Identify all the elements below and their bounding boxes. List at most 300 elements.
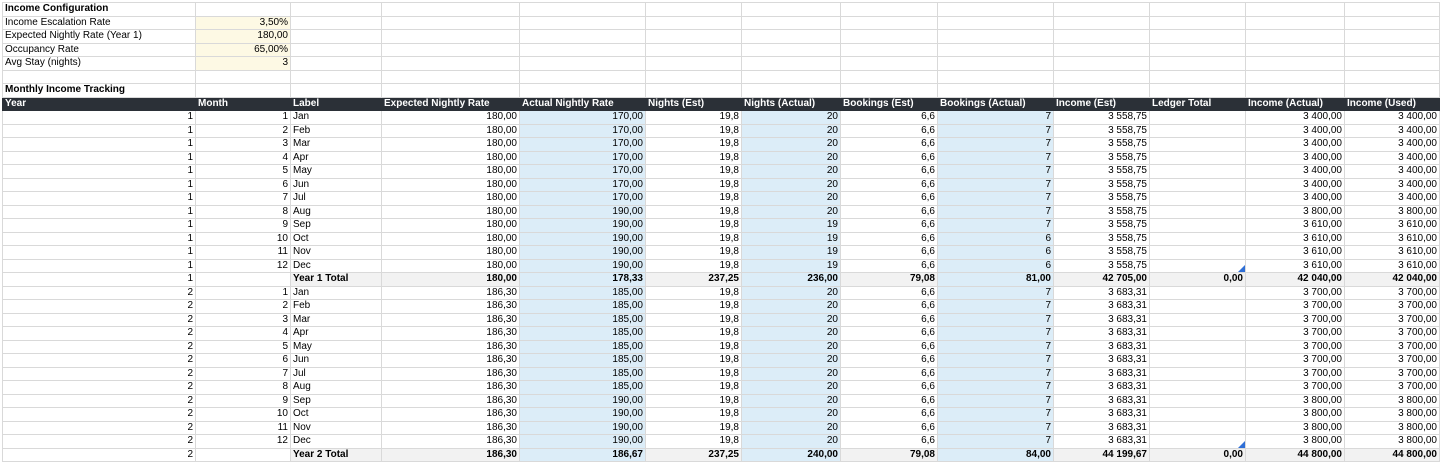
cell-month[interactable]: 4: [196, 327, 291, 341]
column-header[interactable]: Income (Actual): [1246, 97, 1345, 111]
cell-year[interactable]: 1: [3, 165, 196, 179]
cell-label[interactable]: Mar: [291, 138, 382, 152]
cell-book-est[interactable]: 6,6: [841, 367, 938, 381]
cell-inc-act[interactable]: 3 400,00: [1246, 151, 1345, 165]
cell-exp-rate[interactable]: 186,30: [382, 435, 520, 449]
cell-book-est[interactable]: 6,6: [841, 124, 938, 138]
empty-cell[interactable]: [841, 70, 938, 84]
empty-cell[interactable]: [291, 57, 382, 71]
cell-act-rate[interactable]: 190,00: [520, 435, 646, 449]
cell-act-rate[interactable]: 190,00: [520, 421, 646, 435]
cell-inc-used[interactable]: 3 400,00: [1345, 138, 1440, 152]
cell-year[interactable]: 2: [3, 300, 196, 314]
empty-cell[interactable]: [1054, 57, 1150, 71]
cell-exp-rate[interactable]: 180,00: [382, 165, 520, 179]
empty-cell[interactable]: [382, 16, 520, 30]
cell-act-rate[interactable]: 190,00: [520, 259, 646, 273]
cell-act-rate[interactable]: 190,00: [520, 246, 646, 260]
cell-inc-used[interactable]: 3 400,00: [1345, 192, 1440, 206]
cell-month[interactable]: 9: [196, 394, 291, 408]
cell-month[interactable]: 3: [196, 138, 291, 152]
column-header[interactable]: Actual Nightly Rate: [520, 97, 646, 111]
empty-cell[interactable]: [1246, 3, 1345, 17]
cell-act-rate[interactable]: 185,00: [520, 300, 646, 314]
cell-inc-act[interactable]: 3 700,00: [1246, 300, 1345, 314]
cell-ledger[interactable]: [1150, 381, 1246, 395]
empty-cell[interactable]: [742, 57, 841, 71]
cell-ledger[interactable]: [1150, 192, 1246, 206]
cell-inc-est[interactable]: 3 683,31: [1054, 421, 1150, 435]
cell-inc-est[interactable]: 3 558,75: [1054, 219, 1150, 233]
cell-nights-act[interactable]: 20: [742, 313, 841, 327]
cell-book-act[interactable]: 7: [938, 394, 1054, 408]
empty-cell[interactable]: [1150, 16, 1246, 30]
cell-act-rate[interactable]: 190,00: [520, 232, 646, 246]
cell-nights-est[interactable]: 19,8: [646, 286, 742, 300]
cell-act-rate[interactable]: 190,00: [520, 408, 646, 422]
cell-label[interactable]: Aug: [291, 205, 382, 219]
cell-inc-act[interactable]: 3 610,00: [1246, 259, 1345, 273]
cell-act-rate[interactable]: 185,00: [520, 286, 646, 300]
cell-book-act[interactable]: 7: [938, 219, 1054, 233]
config-value[interactable]: 65,00%: [196, 43, 291, 57]
cell-inc-used[interactable]: 3 400,00: [1345, 178, 1440, 192]
cell-year[interactable]: 1: [3, 138, 196, 152]
empty-cell[interactable]: [1054, 3, 1150, 17]
empty-cell[interactable]: [1054, 30, 1150, 44]
empty-cell[interactable]: [742, 16, 841, 30]
cell-inc-est[interactable]: 3 683,31: [1054, 394, 1150, 408]
cell-nights-est[interactable]: 19,8: [646, 178, 742, 192]
cell-nights-est[interactable]: 19,8: [646, 232, 742, 246]
column-header[interactable]: Income (Est): [1054, 97, 1150, 111]
cell-nights-act[interactable]: 20: [742, 421, 841, 435]
cell-month[interactable]: [196, 273, 291, 287]
cell-inc-act[interactable]: 3 800,00: [1246, 394, 1345, 408]
cell-nights-est[interactable]: 19,8: [646, 354, 742, 368]
column-header[interactable]: Income (Used): [1345, 97, 1440, 111]
cell-ledger[interactable]: [1150, 219, 1246, 233]
cell-exp-rate[interactable]: 186,30: [382, 313, 520, 327]
cell-book-act[interactable]: 6: [938, 246, 1054, 260]
empty-cell[interactable]: [1150, 84, 1246, 98]
cell-book-act[interactable]: 7: [938, 381, 1054, 395]
column-header[interactable]: Ledger Total: [1150, 97, 1246, 111]
cell-year[interactable]: 2: [3, 340, 196, 354]
cell-inc-est[interactable]: 3 558,75: [1054, 259, 1150, 273]
cell-book-est[interactable]: 6,6: [841, 192, 938, 206]
cell-month[interactable]: 12: [196, 259, 291, 273]
cell-book-est[interactable]: 6,6: [841, 178, 938, 192]
cell-nights-est[interactable]: 19,8: [646, 367, 742, 381]
empty-cell[interactable]: [841, 30, 938, 44]
cell-inc-used[interactable]: 3 800,00: [1345, 394, 1440, 408]
cell-inc-used[interactable]: 3 700,00: [1345, 354, 1440, 368]
cell-inc-act[interactable]: 3 610,00: [1246, 232, 1345, 246]
cell-book-act[interactable]: 7: [938, 192, 1054, 206]
cell-month[interactable]: 11: [196, 246, 291, 260]
cell-year[interactable]: 1: [3, 232, 196, 246]
empty-cell[interactable]: [938, 70, 1054, 84]
cell-inc-used[interactable]: 3 700,00: [1345, 286, 1440, 300]
empty-cell[interactable]: [938, 30, 1054, 44]
cell-book-est[interactable]: 6,6: [841, 421, 938, 435]
cell-exp-rate[interactable]: 186,30: [382, 448, 520, 462]
cell-inc-act[interactable]: 3 610,00: [1246, 219, 1345, 233]
cell-nights-est[interactable]: 237,25: [646, 448, 742, 462]
cell-inc-act[interactable]: 44 800,00: [1246, 448, 1345, 462]
empty-cell[interactable]: [382, 57, 520, 71]
cell-label[interactable]: Jan: [291, 111, 382, 125]
cell-inc-est[interactable]: 3 683,31: [1054, 367, 1150, 381]
cell-nights-est[interactable]: 19,8: [646, 111, 742, 125]
cell-inc-used[interactable]: 3 700,00: [1345, 313, 1440, 327]
cell-nights-est[interactable]: 19,8: [646, 246, 742, 260]
empty-cell[interactable]: [1054, 16, 1150, 30]
cell-ledger[interactable]: [1150, 246, 1246, 260]
cell-ledger[interactable]: [1150, 327, 1246, 341]
cell-label[interactable]: Feb: [291, 124, 382, 138]
cell-inc-act[interactable]: 3 400,00: [1246, 124, 1345, 138]
cell-exp-rate[interactable]: 180,00: [382, 178, 520, 192]
cell-inc-est[interactable]: 3 683,31: [1054, 408, 1150, 422]
cell-exp-rate[interactable]: 180,00: [382, 219, 520, 233]
cell-ledger[interactable]: [1150, 124, 1246, 138]
empty-cell[interactable]: [938, 43, 1054, 57]
cell-nights-act[interactable]: 20: [742, 165, 841, 179]
config-value[interactable]: 3: [196, 57, 291, 71]
cell-inc-est[interactable]: 3 558,75: [1054, 232, 1150, 246]
cell-ledger[interactable]: [1150, 313, 1246, 327]
empty-cell[interactable]: [291, 43, 382, 57]
config-title[interactable]: Income Configuration: [3, 3, 196, 17]
cell-act-rate[interactable]: 178,33: [520, 273, 646, 287]
cell-inc-est[interactable]: 42 705,00: [1054, 273, 1150, 287]
cell-book-est[interactable]: 6,6: [841, 286, 938, 300]
cell-nights-act[interactable]: 20: [742, 381, 841, 395]
empty-cell[interactable]: [1345, 70, 1440, 84]
cell-year[interactable]: 2: [3, 408, 196, 422]
empty-cell[interactable]: [196, 70, 291, 84]
empty-cell[interactable]: [646, 16, 742, 30]
cell-book-est[interactable]: 6,6: [841, 435, 938, 449]
cell-act-rate[interactable]: 185,00: [520, 381, 646, 395]
cell-inc-est[interactable]: 3 683,31: [1054, 381, 1150, 395]
empty-cell[interactable]: [382, 30, 520, 44]
empty-cell[interactable]: [646, 43, 742, 57]
cell-act-rate[interactable]: 170,00: [520, 151, 646, 165]
cell-label[interactable]: Jun: [291, 178, 382, 192]
cell-book-act[interactable]: 84,00: [938, 448, 1054, 462]
cell-ledger[interactable]: [1150, 300, 1246, 314]
cell-act-rate[interactable]: 185,00: [520, 313, 646, 327]
cell-inc-used[interactable]: 3 610,00: [1345, 232, 1440, 246]
cell-inc-est[interactable]: 3 558,75: [1054, 151, 1150, 165]
empty-cell[interactable]: [1150, 30, 1246, 44]
cell-inc-est[interactable]: 3 558,75: [1054, 138, 1150, 152]
cell-inc-est[interactable]: 3 558,75: [1054, 124, 1150, 138]
cell-nights-est[interactable]: 19,8: [646, 394, 742, 408]
empty-cell[interactable]: [382, 3, 520, 17]
cell-act-rate[interactable]: 170,00: [520, 138, 646, 152]
config-value[interactable]: 3,50%: [196, 16, 291, 30]
empty-cell[interactable]: [1246, 16, 1345, 30]
cell-inc-act[interactable]: 3 400,00: [1246, 111, 1345, 125]
cell-nights-act[interactable]: 20: [742, 111, 841, 125]
cell-book-est[interactable]: 6,6: [841, 300, 938, 314]
cell-inc-act[interactable]: 3 700,00: [1246, 286, 1345, 300]
tracking-title[interactable]: Monthly Income Tracking: [3, 84, 196, 98]
cell-month[interactable]: 8: [196, 205, 291, 219]
cell-label[interactable]: Sep: [291, 394, 382, 408]
cell-label[interactable]: May: [291, 165, 382, 179]
empty-cell[interactable]: [382, 84, 520, 98]
cell-book-est[interactable]: 6,6: [841, 340, 938, 354]
cell-book-est[interactable]: 6,6: [841, 313, 938, 327]
cell-book-est[interactable]: 6,6: [841, 219, 938, 233]
cell-nights-est[interactable]: 19,8: [646, 151, 742, 165]
cell-nights-act[interactable]: 20: [742, 367, 841, 381]
cell-nights-est[interactable]: 19,8: [646, 165, 742, 179]
empty-cell[interactable]: [1345, 30, 1440, 44]
cell-month[interactable]: 1: [196, 111, 291, 125]
empty-cell[interactable]: [646, 57, 742, 71]
cell-exp-rate[interactable]: 186,30: [382, 367, 520, 381]
cell-label[interactable]: Oct: [291, 232, 382, 246]
empty-cell[interactable]: [1246, 57, 1345, 71]
empty-cell[interactable]: [742, 3, 841, 17]
empty-cell[interactable]: [520, 16, 646, 30]
cell-book-est[interactable]: 6,6: [841, 327, 938, 341]
cell-inc-est[interactable]: 3 558,75: [1054, 111, 1150, 125]
empty-cell[interactable]: [1345, 43, 1440, 57]
empty-cell[interactable]: [520, 70, 646, 84]
cell-inc-est[interactable]: 3 558,75: [1054, 192, 1150, 206]
cell-exp-rate[interactable]: 180,00: [382, 232, 520, 246]
cell-label[interactable]: Oct: [291, 408, 382, 422]
cell-exp-rate[interactable]: 186,30: [382, 300, 520, 314]
cell-book-act[interactable]: 7: [938, 340, 1054, 354]
cell-book-est[interactable]: 6,6: [841, 246, 938, 260]
cell-inc-est[interactable]: 3 683,31: [1054, 340, 1150, 354]
empty-cell[interactable]: [742, 84, 841, 98]
cell-nights-est[interactable]: 19,8: [646, 259, 742, 273]
cell-book-act[interactable]: 7: [938, 354, 1054, 368]
cell-inc-used[interactable]: 3 400,00: [1345, 111, 1440, 125]
cell-inc-used[interactable]: 3 700,00: [1345, 381, 1440, 395]
cell-book-act[interactable]: 6: [938, 232, 1054, 246]
cell-year[interactable]: 1: [3, 219, 196, 233]
cell-year[interactable]: 2: [3, 394, 196, 408]
cell-nights-act[interactable]: 20: [742, 408, 841, 422]
cell-nights-act[interactable]: 20: [742, 340, 841, 354]
cell-book-act[interactable]: 7: [938, 327, 1054, 341]
empty-cell[interactable]: [742, 30, 841, 44]
cell-exp-rate[interactable]: 180,00: [382, 273, 520, 287]
cell-year[interactable]: 1: [3, 246, 196, 260]
column-header[interactable]: Label: [291, 97, 382, 111]
cell-label[interactable]: Mar: [291, 313, 382, 327]
cell-inc-used[interactable]: 3 610,00: [1345, 259, 1440, 273]
cell-exp-rate[interactable]: 186,30: [382, 408, 520, 422]
empty-cell[interactable]: [646, 70, 742, 84]
cell-nights-act[interactable]: 20: [742, 286, 841, 300]
cell-inc-used[interactable]: 3 610,00: [1345, 246, 1440, 260]
cell-act-rate[interactable]: 185,00: [520, 327, 646, 341]
cell-month[interactable]: 5: [196, 340, 291, 354]
column-header[interactable]: Nights (Actual): [742, 97, 841, 111]
config-value[interactable]: 180,00: [196, 30, 291, 44]
empty-cell[interactable]: [938, 3, 1054, 17]
cell-inc-est[interactable]: 3 683,31: [1054, 313, 1150, 327]
cell-month[interactable]: 8: [196, 381, 291, 395]
cell-book-act[interactable]: 7: [938, 286, 1054, 300]
cell-month[interactable]: 12: [196, 435, 291, 449]
empty-cell[interactable]: [520, 57, 646, 71]
cell-inc-used[interactable]: 44 800,00: [1345, 448, 1440, 462]
cell-book-act[interactable]: 7: [938, 165, 1054, 179]
cell-year[interactable]: 1: [3, 205, 196, 219]
cell-book-act[interactable]: 7: [938, 313, 1054, 327]
cell-year[interactable]: 2: [3, 286, 196, 300]
cell-nights-est[interactable]: 19,8: [646, 327, 742, 341]
cell-exp-rate[interactable]: 186,30: [382, 394, 520, 408]
cell-year[interactable]: 2: [3, 313, 196, 327]
cell-label[interactable]: May: [291, 340, 382, 354]
cell-label[interactable]: Apr: [291, 327, 382, 341]
cell-inc-used[interactable]: 42 040,00: [1345, 273, 1440, 287]
cell-act-rate[interactable]: 170,00: [520, 165, 646, 179]
cell-label[interactable]: Apr: [291, 151, 382, 165]
cell-book-act[interactable]: 7: [938, 421, 1054, 435]
cell-ledger[interactable]: [1150, 408, 1246, 422]
cell-exp-rate[interactable]: 180,00: [382, 246, 520, 260]
cell-month[interactable]: [196, 448, 291, 462]
empty-cell[interactable]: [1345, 16, 1440, 30]
empty-cell[interactable]: [938, 84, 1054, 98]
cell-book-est[interactable]: 6,6: [841, 151, 938, 165]
cell-book-est[interactable]: 6,6: [841, 394, 938, 408]
cell-exp-rate[interactable]: 180,00: [382, 138, 520, 152]
cell-month[interactable]: 6: [196, 178, 291, 192]
cell-month[interactable]: 6: [196, 354, 291, 368]
cell-nights-est[interactable]: 19,8: [646, 435, 742, 449]
empty-cell[interactable]: [382, 43, 520, 57]
cell-nights-act[interactable]: 20: [742, 354, 841, 368]
cell-year[interactable]: 1: [3, 178, 196, 192]
empty-cell[interactable]: [196, 84, 291, 98]
cell-book-est[interactable]: 6,6: [841, 111, 938, 125]
cell-nights-est[interactable]: 19,8: [646, 340, 742, 354]
cell-book-act[interactable]: 7: [938, 124, 1054, 138]
cell-nights-act[interactable]: 20: [742, 138, 841, 152]
empty-cell[interactable]: [291, 70, 382, 84]
cell-exp-rate[interactable]: 186,30: [382, 354, 520, 368]
cell-act-rate[interactable]: 170,00: [520, 124, 646, 138]
cell-inc-act[interactable]: 3 800,00: [1246, 435, 1345, 449]
cell-inc-est[interactable]: 3 683,31: [1054, 300, 1150, 314]
cell-label[interactable]: Year 2 Total: [291, 448, 382, 462]
empty-cell[interactable]: [1054, 70, 1150, 84]
cell-month[interactable]: 7: [196, 192, 291, 206]
cell-exp-rate[interactable]: 180,00: [382, 259, 520, 273]
empty-cell[interactable]: [1345, 3, 1440, 17]
cell-inc-used[interactable]: 3 700,00: [1345, 340, 1440, 354]
cell-act-rate[interactable]: 170,00: [520, 111, 646, 125]
cell-act-rate[interactable]: 190,00: [520, 205, 646, 219]
column-header[interactable]: Nights (Est): [646, 97, 742, 111]
cell-book-act[interactable]: 7: [938, 151, 1054, 165]
cell-nights-act[interactable]: 20: [742, 192, 841, 206]
cell-inc-used[interactable]: 3 400,00: [1345, 165, 1440, 179]
cell-ledger[interactable]: [1150, 165, 1246, 179]
cell-nights-act[interactable]: 20: [742, 327, 841, 341]
empty-cell[interactable]: [646, 30, 742, 44]
cell-inc-est[interactable]: 44 199,67: [1054, 448, 1150, 462]
cell-year[interactable]: 2: [3, 367, 196, 381]
config-label[interactable]: Income Escalation Rate: [3, 16, 196, 30]
empty-cell[interactable]: [291, 16, 382, 30]
cell-label[interactable]: Jun: [291, 354, 382, 368]
cell-inc-est[interactable]: 3 558,75: [1054, 178, 1150, 192]
cell-inc-act[interactable]: 3 700,00: [1246, 340, 1345, 354]
cell-label[interactable]: Nov: [291, 246, 382, 260]
empty-cell[interactable]: [291, 3, 382, 17]
cell-nights-act[interactable]: 20: [742, 124, 841, 138]
cell-inc-act[interactable]: 3 700,00: [1246, 313, 1345, 327]
cell-nights-act[interactable]: 20: [742, 205, 841, 219]
cell-month[interactable]: 2: [196, 300, 291, 314]
empty-cell[interactable]: [742, 43, 841, 57]
cell-month[interactable]: 10: [196, 232, 291, 246]
cell-label[interactable]: Dec: [291, 259, 382, 273]
cell-exp-rate[interactable]: 186,30: [382, 421, 520, 435]
cell-act-rate[interactable]: 170,00: [520, 192, 646, 206]
empty-cell[interactable]: [841, 43, 938, 57]
cell-act-rate[interactable]: 185,00: [520, 340, 646, 354]
cell-inc-used[interactable]: 3 800,00: [1345, 421, 1440, 435]
cell-label[interactable]: Dec: [291, 435, 382, 449]
column-header[interactable]: Expected Nightly Rate: [382, 97, 520, 111]
empty-cell[interactable]: [646, 3, 742, 17]
cell-nights-act[interactable]: 19: [742, 246, 841, 260]
cell-inc-used[interactable]: 3 800,00: [1345, 435, 1440, 449]
cell-book-est[interactable]: 6,6: [841, 138, 938, 152]
cell-inc-act[interactable]: 3 400,00: [1246, 165, 1345, 179]
cell-year[interactable]: 1: [3, 192, 196, 206]
cell-nights-act[interactable]: 20: [742, 300, 841, 314]
cell-nights-est[interactable]: 19,8: [646, 300, 742, 314]
empty-cell[interactable]: [520, 43, 646, 57]
cell-label[interactable]: Jul: [291, 367, 382, 381]
empty-cell[interactable]: [646, 84, 742, 98]
cell-inc-est[interactable]: 3 683,31: [1054, 354, 1150, 368]
cell-year[interactable]: 1: [3, 151, 196, 165]
cell-nights-est[interactable]: 19,8: [646, 381, 742, 395]
cell-inc-est[interactable]: 3 558,75: [1054, 165, 1150, 179]
cell-exp-rate[interactable]: 180,00: [382, 124, 520, 138]
empty-cell[interactable]: [1150, 70, 1246, 84]
cell-year[interactable]: 2: [3, 448, 196, 462]
cell-nights-est[interactable]: 19,8: [646, 124, 742, 138]
cell-ledger[interactable]: [1150, 340, 1246, 354]
empty-cell[interactable]: [938, 16, 1054, 30]
empty-cell[interactable]: [1150, 57, 1246, 71]
cell-nights-act[interactable]: 19: [742, 259, 841, 273]
cell-exp-rate[interactable]: 180,00: [382, 205, 520, 219]
cell-book-est[interactable]: 6,6: [841, 408, 938, 422]
cell-book-act[interactable]: 7: [938, 111, 1054, 125]
